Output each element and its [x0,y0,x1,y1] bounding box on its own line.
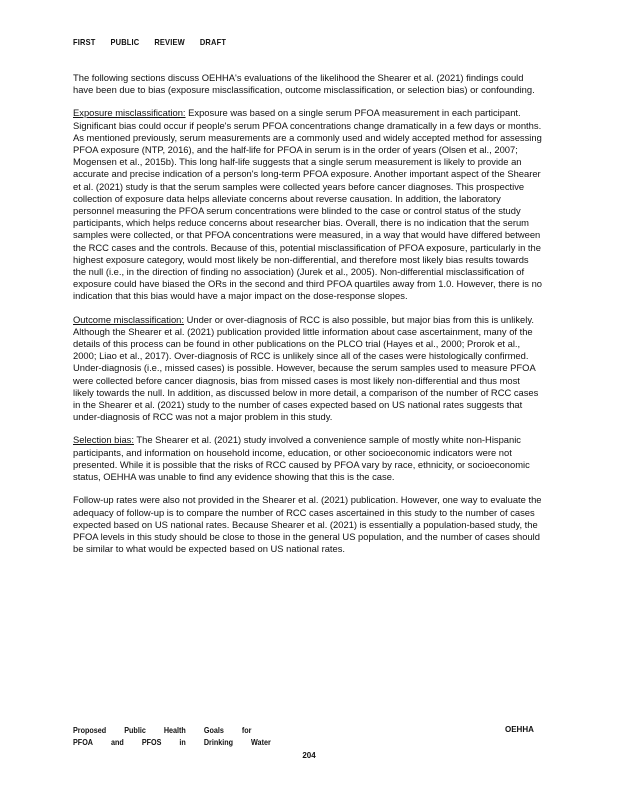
footer-line-1 [73,725,496,737]
footer-word: Drinking [203,738,234,747]
header-word: PUBLIC [110,37,140,47]
follow-up-paragraph [73,494,543,555]
selection-bias-heading: Selection bias: [73,434,134,446]
body-text [73,72,543,566]
header-word: REVIEW [154,37,185,47]
footer-word: PFOS [141,738,162,747]
header-word: FIRST [73,37,96,47]
footer-word: and [111,738,124,747]
selection-bias-text: The Shearer et al. (2021) study involved a convenience sample of mostly white non-Hispanic participants, and information on household income, education, or other socioeconomic indicators were not presented. While it is possible that the risks of RCC caused by PFOA vary by race, ethnicity, or socioeconomic status, OEHHA was unable to find any evidence showing that this is the case. [73,434,530,483]
footer-word: in [179,738,186,747]
outcome-misclassification-heading: Outcome misclassification: [73,313,184,325]
follow-up-text: Follow-up rates were also not provided in the Shearer et al. (2021) publication. However, one way to evaluate the adequacy of follow-up is to compare the number of RCC cases ascertained in this study to the number of cases expected based on US national rates. Because Shearer et al. (2021) is essentially a population-based study, the PFOA levels in this study should be close to those in the general US population, and the number of cases should be similar to what would be expected based on US national rates. [73,494,542,555]
intro-paragraph [73,72,543,96]
footer-word: Water [251,738,271,747]
exposure-misclassification-heading: Exposure misclassification: [73,107,186,119]
footer-title [73,725,496,749]
intro-text: The following sections discuss OEHHA's evaluations of the likelihood the Shearer et al. (2021) findings could have been due to bias (exposure misclassification, outcome misclassification, or selection bias) or confounding. [73,72,535,96]
header-word: DRAFT [199,37,227,47]
footer-word: for [241,726,252,735]
footer-line-2 [73,737,496,749]
outcome-misclassification-text: Under or over-diagnosis of RCC is also possible, but major bias from this is unlikely. Although the Shearer et al. (2021) publication provided little information about case ascertainment, many of the details of this process can be found in other publications on the PLCO trial (Hayes et al., 2000; Prorok et al., 2000; Liao et al., 2017). Over-diagnosis of RCC is unlikely since all of the cases were histologically confirmed. Under-diagnosis (i.e., missed cases) is possible. However, because the serum samples used to measure PFOA were collected before cancer diagnosis, bias from missed cases is most likely non-differential and thus most likely towards the null. In addition, as discussed below in more detail, a comparison of the number of RCC cases in the Shearer et al. (2021) study to the number of cases expected based on US national rates suggests that under-diagnosis of RCC was not a major problem in this study. [73,313,539,423]
footer-word: PFOA [73,738,94,747]
outcome-misclassification-paragraph [73,314,543,424]
footer-word: Proposed [73,726,107,735]
footer-word: Goals [203,726,224,735]
exposure-misclassification-paragraph [73,107,543,302]
footer-word: Public [124,726,146,735]
selection-bias-paragraph [73,434,543,483]
draft-header [73,37,241,47]
page-number: 204 [302,751,316,760]
footer-org: OEHHA [505,725,534,734]
exposure-misclassification-text: Exposure was based on a single serum PFOA measurement in each participant. Significant bias could occur if people's serum PFOA concentrations change dramatically in a few days or months. As mentioned previously, serum measurements are a commonly used and widely accepted method for assessing PFOA exposure (NTP, 2016), and the half-life for PFOA in serum is in the order of years (Olsen et al., 2007; Mogensen et al., 2015b). This long half-life suggests that a single serum measurement is likely to provide an accurate and precise indication of a person's long-term PFOA exposure. Another important aspect of the Shearer et al. (2021) study is that the serum samples were collected years before cancer diagnoses. This prospective collection of exposure data helps alleviate concerns about reverse causation. In addition, the laboratory personnel measuring the PFOA serum concentrations were blinded to the case or control status of the study participants, which helps reduce concerns about researcher bias. Overall, there is no indication that the serum samples were collected, or that PFOA concentrations were measured, in a way that would have differed between the RCC cases and the controls. Because of this, potential misclassification of PFOA exposure, particularly in the highest exposure category, would most likely be non-differential, and therefore most likely bias results towards the null (i.e., in the direction of finding no association) (Jurek et al., 2005). Non-differential misclassification of exposure could have biased the ORs in the second and third PFOA quartiles away from 1.0. However, there is no indication that this bias would have a major impact on the dose-response slopes. [73,107,543,302]
footer-word: Health [163,726,186,735]
